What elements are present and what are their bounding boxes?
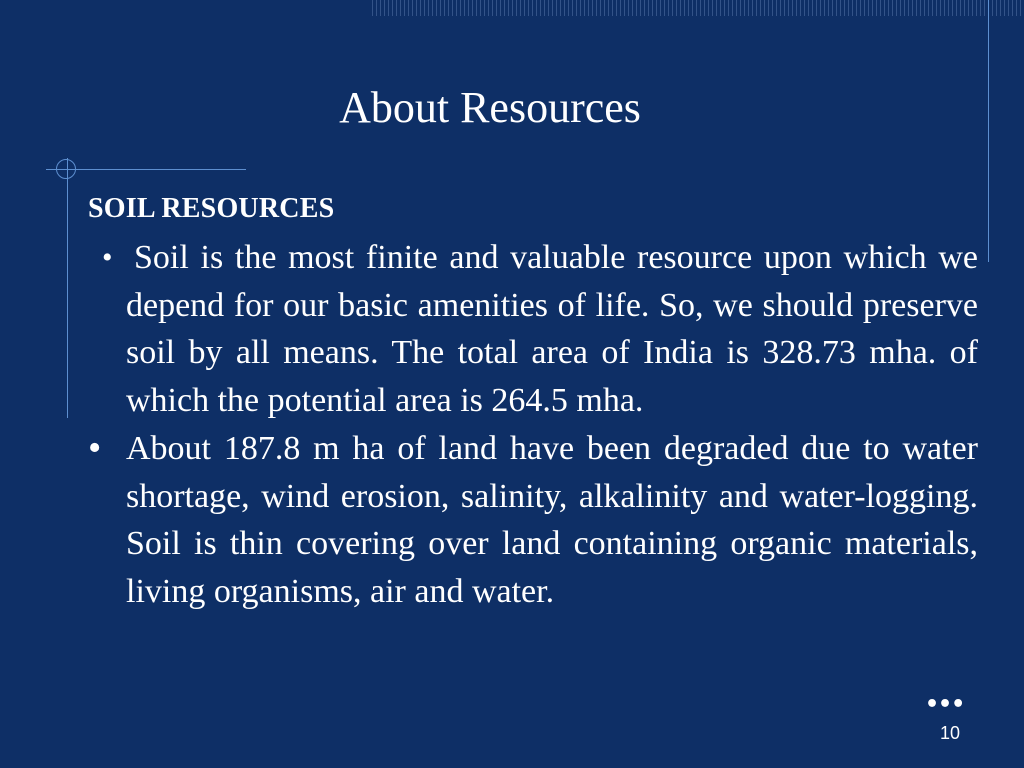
decorative-circle-icon	[56, 159, 76, 179]
bullet-text: About 187.8 m ha of land have been degraded due to water shortage, wind erosion, salinity, alkalinity and water-logging. Soil is thin covering over land containing organic materials, living organisms, air and water.	[126, 430, 978, 610]
decorative-hatch-band	[372, 0, 1024, 16]
ellipsis-icon: •••	[925, 692, 965, 717]
bullet-item	[88, 234, 978, 424]
bullet-list	[88, 234, 978, 615]
decorative-vertical-line-left	[67, 158, 68, 418]
bullet-item	[88, 425, 978, 615]
bullet-icon: •	[102, 241, 113, 274]
decorative-vertical-line-right	[988, 0, 989, 262]
bullet-text: Soil is the most finite and valuable resource upon which we depend for our basic amenities of life. So, we should preserve soil by all means. The total area of India is 328.73 mha. of which the potential area is 264.5 mha.	[126, 239, 978, 419]
section-heading: SOIL RESOURCES	[88, 193, 335, 224]
bullet-icon: •	[88, 427, 102, 469]
decorative-horizontal-line	[46, 169, 246, 170]
page-number: 10	[940, 723, 961, 743]
slide-title: About Resources	[339, 83, 641, 132]
